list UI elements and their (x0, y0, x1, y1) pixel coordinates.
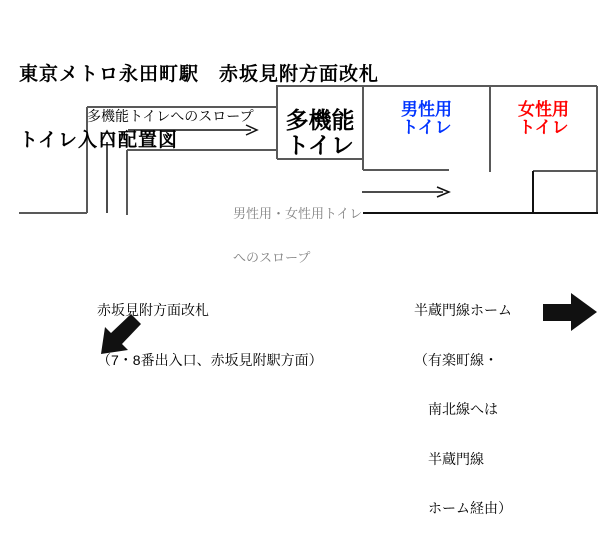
womens-toilet-label: 女性用 トイレ (518, 100, 569, 137)
multi-toilet-slope-label: 多機能トイレへのスロープ (87, 108, 254, 124)
multi-function-toilet-label: 多機能 トイレ (285, 107, 355, 158)
hanzomon-platform-label: 半蔵門線ホーム （有楽町線・ 南北線へは 半蔵門線 ホーム経由） (414, 302, 512, 516)
page-title-line2: トイレ入口配置図 (19, 130, 179, 151)
mens-womens-slope-label: 男性用・女性用トイレ へのスロープ (233, 206, 363, 265)
akasaka-mitsuke-gate-label: 赤坂見附方面改札 （7・8番出入口、赤坂見附駅方面） (97, 302, 323, 368)
mens-toilet-label: 男性用 トイレ (401, 100, 452, 137)
page-title-line1: 東京メトロ永田町駅 赤坂見附方面改札 (19, 64, 380, 85)
platform-direction-right-arrow-icon (543, 293, 597, 331)
